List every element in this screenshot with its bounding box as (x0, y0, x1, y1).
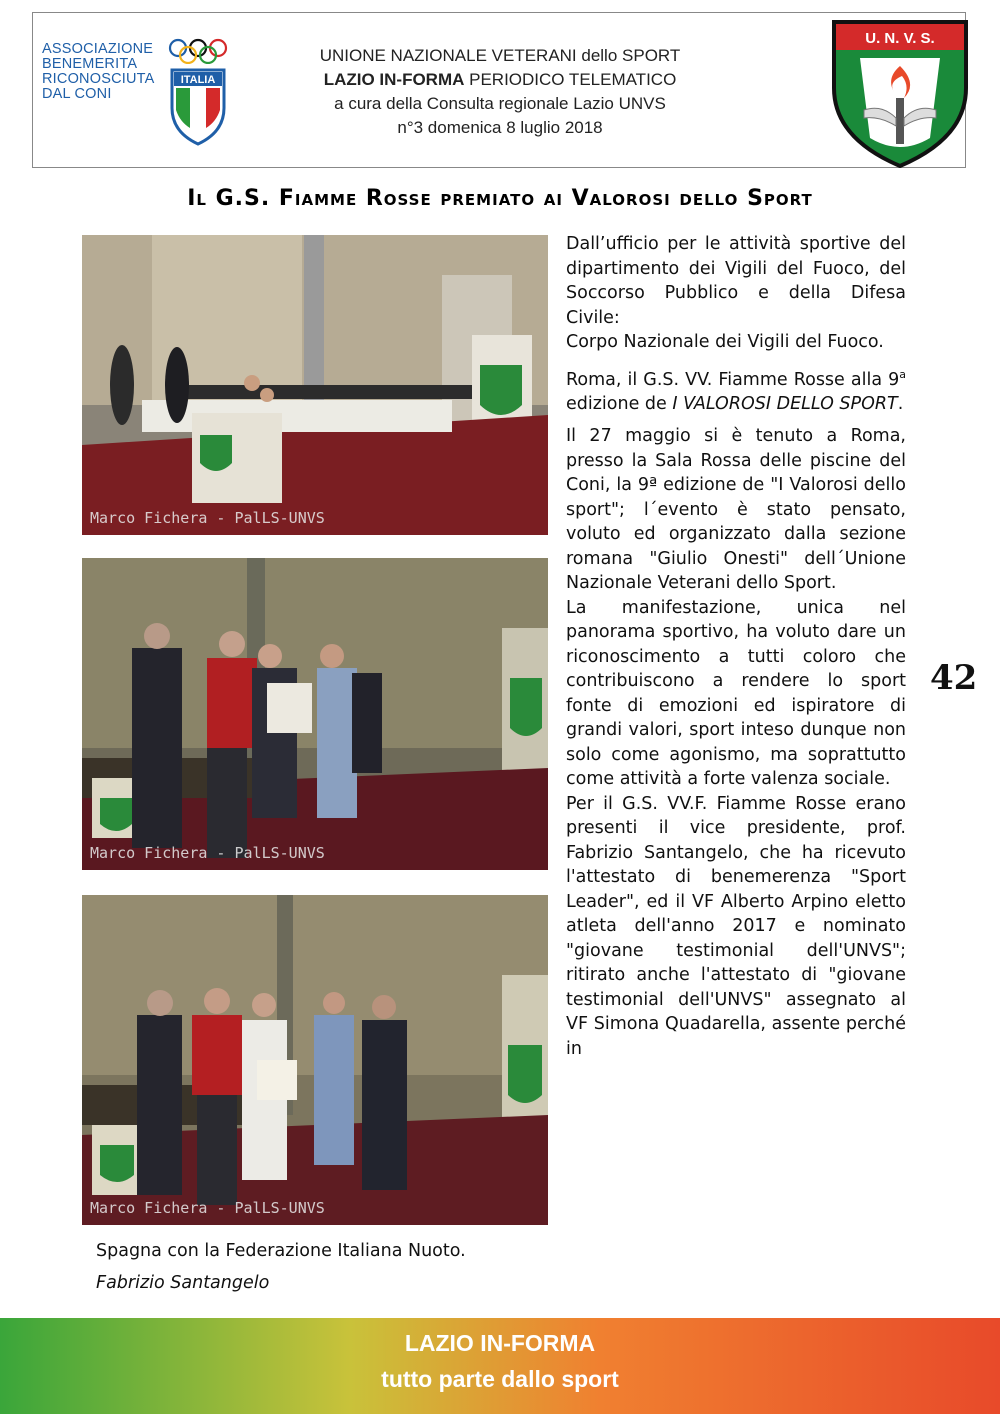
continuation-line: Spagna con la Federazione Italiana Nuoto. (96, 1241, 466, 1261)
svg-text:U. N. V. S.: U. N. V. S. (865, 30, 935, 47)
article-body (566, 232, 906, 1061)
unvs-logo (830, 18, 970, 168)
header-line-4: n°3 domenica 8 luglio 2018 (397, 118, 603, 137)
article-paragraph: Dall’ufficio per le attività sportive del dipartimento dei Vigili del Fuoco, del Soccorso Pubblico e della Difesa Civile: (566, 234, 906, 328)
article-author: Fabrizio Santangelo (96, 1273, 270, 1293)
footer-title: LAZIO IN-FORMA (404, 1330, 596, 1356)
coni-logo-text: ASSOCIAZIONE BENEMERITA RICONOSCIUTA DAL CONI (42, 41, 155, 102)
header-line-3: a cura della Consulta regionale Lazio UNVS (334, 94, 666, 113)
footer-tagline: tutto parte dallo sport (381, 1366, 619, 1392)
italia-shield-icon (168, 66, 228, 146)
photo-credit: Marco Fichera - PalLS-UNVS (90, 1199, 325, 1217)
header-line-2: LAZIO IN-FORMA PERIODICO TELEMATICO (323, 70, 677, 89)
article-paragraph: La manifestazione, unica nel panorama sportivo, ha voluto dare un riconoscimento a tutti coloro che contribuiscono a rendere lo sport fonte di emozioni ed ispiratore di grandi valori, sport inteso dunque non solo come agonismo, ma soprattutto come attività a forte valenza sociale. (566, 597, 906, 790)
article-continuation (96, 1235, 466, 1299)
photo-award-presentation (82, 558, 548, 870)
article-paragraph: Per il G.S. VV.F. Fiamme Rosse erano presenti il vice presidente, prof. Fabrizio Santangelo, che ha ricevuto l'attestato di benemerenza "Sport Leader", ed il VF Alberto Arpino eletto atleta dell'anno 2017 e nominato "giovane testimonial dell'UNVS"; ritirato anche l'attestato di "giovane testimonial dell'UNVS" assegnato al VF Simona Quadarella, assente perché in (566, 793, 906, 1059)
article-paragraph: Roma, il G.S. VV. Fiamme Rosse alla 9$^a$ edizione de I VALOROSI DELLO SPORT. (566, 367, 906, 414)
footer-banner (0, 1318, 1000, 1414)
article-paragraph: Il 27 maggio si è tenuto a Roma, presso la Sala Rossa delle piscine del Coni, la 9ª edizione de "I Valorosi dello sport"; l´evento è stato pensato, voluto ed organizzato dalla sezione romana "Giulio Onesti" dell´Unione Nazionale Veterani dello Sport. (566, 426, 906, 594)
article-paragraph: Corpo Nazionale dei Vigili del Fuoco. (566, 332, 884, 352)
header-text (240, 44, 760, 140)
page-number: 42 (930, 658, 978, 698)
photo-ceremony-hall (82, 235, 548, 535)
photo-1-image (82, 235, 548, 535)
photo-credit: Marco Fichera - PalLS-UNVS (90, 509, 325, 527)
article-title: Il G.S. Fiamme Rosse premiato ai Valorosi dello Sport (187, 186, 813, 211)
svg-text:ITALIA: ITALIA (180, 74, 216, 86)
photo-group-award (82, 895, 548, 1225)
photo-credit: Marco Fichera - PalLS-UNVS (90, 844, 325, 862)
photo-2-image (82, 558, 548, 870)
photo-3-image (82, 895, 548, 1225)
olympic-rings-icon (168, 38, 228, 64)
coni-logo (42, 38, 232, 148)
header-line-1: UNIONE NAZIONALE VETERANI dello SPORT (319, 46, 681, 65)
